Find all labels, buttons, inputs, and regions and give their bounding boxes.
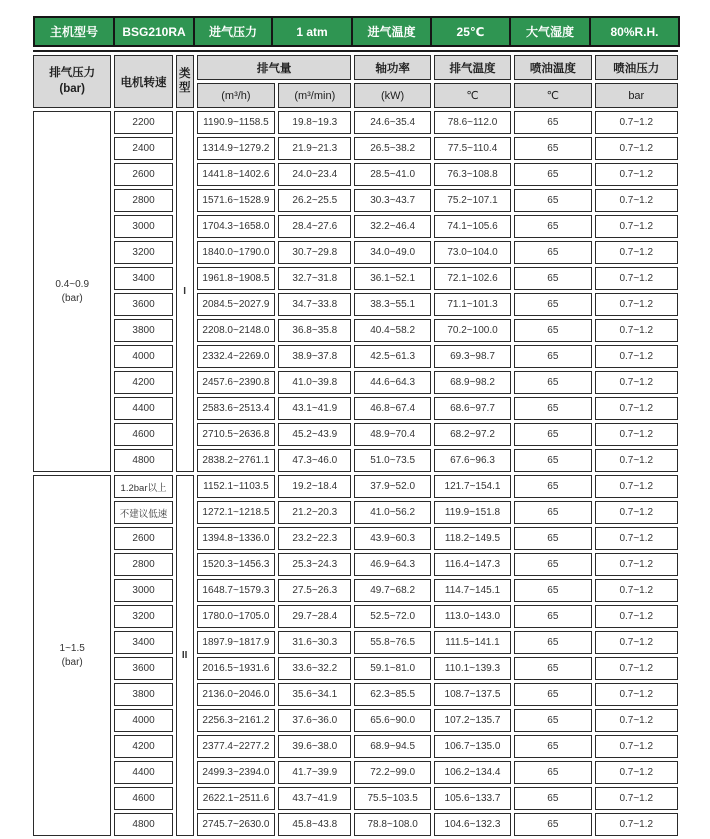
cell-shaft-power: 51.0~73.5 [354, 449, 430, 472]
cell-oil-temp: 65 [514, 449, 591, 472]
cell-capacity-m3min: 25.3~24.3 [278, 553, 351, 576]
cell-capacity-m3min: 32.7~31.8 [278, 267, 351, 290]
col-header-capacity-unit-h: (m³/h) [197, 83, 275, 108]
col-header-discharge-temp-unit: ℃ [434, 83, 511, 108]
cell-speed: 4200 [114, 371, 172, 394]
cell-discharge-temp: 68.2~97.2 [434, 423, 511, 446]
cell-capacity-m3min: 37.6~36.0 [278, 709, 351, 732]
cell-oil-temp: 65 [514, 813, 591, 836]
data-row [33, 813, 678, 836]
col-header-type [176, 55, 194, 108]
cell-discharge-temp: 104.6~132.3 [434, 813, 511, 836]
pressure-group-cell [33, 475, 111, 836]
cell-shaft-power: 40.4~58.2 [354, 319, 430, 342]
cell-oil-temp: 65 [514, 761, 591, 784]
col-header-oil-temp-unit: ℃ [514, 83, 591, 108]
data-row [33, 735, 678, 758]
data-row [33, 605, 678, 628]
data-row [33, 163, 678, 186]
cell-oil-pressure: 0.7~1.2 [595, 813, 678, 836]
cell-discharge-temp: 106.7~135.0 [434, 735, 511, 758]
top-header-cell-1: BSG210RA [114, 17, 194, 46]
cell-speed: 3200 [114, 605, 172, 628]
cell-discharge-temp: 116.4~147.3 [434, 553, 511, 576]
cell-discharge-temp: 76.3~108.8 [434, 163, 511, 186]
cell-capacity-m3h: 1780.0~1705.0 [197, 605, 275, 628]
cell-speed: 3400 [114, 631, 172, 654]
cell-shaft-power: 72.2~99.0 [354, 761, 430, 784]
cell-shaft-power: 32.2~46.4 [354, 215, 430, 238]
cell-oil-pressure: 0.7~1.2 [595, 527, 678, 550]
col-header-oil-temp: 喷油温度 [514, 55, 591, 80]
cell-speed: 3600 [114, 293, 172, 316]
cell-oil-temp: 65 [514, 735, 591, 758]
discharge-pressure-unit: (bar) [59, 82, 85, 95]
cell-oil-temp: 65 [514, 345, 591, 368]
cell-oil-temp: 65 [514, 163, 591, 186]
cell-speed: 2800 [114, 189, 172, 212]
cell-capacity-m3min: 45.8~43.8 [278, 813, 351, 836]
cell-capacity-m3h: 2745.7~2630.0 [197, 813, 275, 836]
cell-capacity-m3min: 30.7~29.8 [278, 241, 351, 264]
cell-capacity-m3min: 43.7~41.9 [278, 787, 351, 810]
type-group-cell: I [176, 111, 194, 472]
data-row [33, 293, 678, 316]
cell-oil-pressure: 0.7~1.2 [595, 735, 678, 758]
cell-oil-pressure: 0.7~1.2 [595, 241, 678, 264]
cell-capacity-m3h: 2208.0~2148.0 [197, 319, 275, 342]
cell-speed: 3000 [114, 215, 172, 238]
pressure-range: 1~1.5 [59, 643, 85, 654]
cell-oil-temp: 65 [514, 215, 591, 238]
cell-capacity-m3h: 1840.0~1790.0 [197, 241, 275, 264]
cell-capacity-m3min: 38.9~37.8 [278, 345, 351, 368]
cell-oil-pressure: 0.7~1.2 [595, 657, 678, 680]
col-header-capacity-unit-min: (m³/min) [278, 83, 351, 108]
cell-oil-pressure: 0.7~1.2 [595, 683, 678, 706]
cell-capacity-m3min: 36.8~35.8 [278, 319, 351, 342]
cell-speed: 2400 [114, 137, 172, 160]
cell-shaft-power: 26.5~38.2 [354, 137, 430, 160]
spec-table-header [33, 55, 678, 108]
cell-oil-pressure: 0.7~1.2 [595, 449, 678, 472]
cell-oil-pressure: 0.7~1.2 [595, 111, 678, 134]
cell-capacity-m3h: 2499.3~2394.0 [197, 761, 275, 784]
cell-shaft-power: 62.3~85.5 [354, 683, 430, 706]
cell-capacity-m3h: 1520.3~1456.3 [197, 553, 275, 576]
cell-oil-temp: 65 [514, 475, 591, 498]
cell-oil-temp: 65 [514, 319, 591, 342]
cell-speed: 不建议低速 [114, 501, 172, 524]
cell-shaft-power: 46.8~67.4 [354, 397, 430, 420]
cell-capacity-m3h: 2136.0~2046.0 [197, 683, 275, 706]
top-header-row [34, 17, 679, 46]
cell-capacity-m3min: 19.2~18.4 [278, 475, 351, 498]
data-row [33, 475, 678, 498]
data-row [33, 579, 678, 602]
cell-shaft-power: 24.6~35.4 [354, 111, 430, 134]
data-row [33, 137, 678, 160]
pressure-unit: (bar) [61, 292, 83, 304]
cell-capacity-m3h: 1441.8~1402.6 [197, 163, 275, 186]
cell-oil-pressure: 0.7~1.2 [595, 163, 678, 186]
cell-capacity-m3min: 47.3~46.0 [278, 449, 351, 472]
cell-shaft-power: 43.9~60.3 [354, 527, 430, 550]
cell-oil-pressure: 0.7~1.2 [595, 553, 678, 576]
cell-capacity-m3h: 1314.9~1279.2 [197, 137, 275, 160]
col-header-oil-pressure-unit: bar [595, 83, 678, 108]
cell-discharge-temp: 68.6~97.7 [434, 397, 511, 420]
cell-shaft-power: 30.3~43.7 [354, 189, 430, 212]
cell-oil-temp: 65 [514, 397, 591, 420]
cell-shaft-power: 65.6~90.0 [354, 709, 430, 732]
cell-oil-temp: 65 [514, 657, 591, 680]
data-row [33, 423, 678, 446]
cell-capacity-m3min: 35.6~34.1 [278, 683, 351, 706]
cell-shaft-power: 38.3~55.1 [354, 293, 430, 316]
type-label-char-0: 类 [178, 68, 191, 81]
cell-discharge-temp: 121.7~154.1 [434, 475, 511, 498]
cell-discharge-temp: 113.0~143.0 [434, 605, 511, 628]
col-header-shaft-power: 轴功率 [354, 55, 430, 80]
cell-discharge-temp: 70.2~100.0 [434, 319, 511, 342]
cell-shaft-power: 36.1~52.1 [354, 267, 430, 290]
cell-capacity-m3h: 2377.4~2277.2 [197, 735, 275, 758]
cell-oil-pressure: 0.7~1.2 [595, 709, 678, 732]
cell-capacity-m3h: 1190.9~1158.5 [197, 111, 275, 134]
pressure-unit: (bar) [61, 656, 83, 668]
cell-speed: 4600 [114, 787, 172, 810]
cell-speed: 3600 [114, 657, 172, 680]
top-header-cell-2: 进气压力 [194, 17, 272, 46]
data-row [33, 501, 678, 524]
cell-capacity-m3min: 23.2~22.3 [278, 527, 351, 550]
cell-oil-pressure: 0.7~1.2 [595, 293, 678, 316]
top-header-cell-0: 主机型号 [34, 17, 114, 46]
cell-oil-temp: 65 [514, 241, 591, 264]
col-header-oil-pressure: 喷油压力 [595, 55, 678, 80]
cell-speed: 4400 [114, 397, 172, 420]
data-row [33, 761, 678, 784]
cell-discharge-temp: 73.0~104.0 [434, 241, 511, 264]
cell-capacity-m3h: 1897.9~1817.9 [197, 631, 275, 654]
cell-capacity-m3h: 2332.4~2269.0 [197, 345, 275, 368]
cell-discharge-temp: 111.5~141.1 [434, 631, 511, 654]
cell-shaft-power: 34.0~49.0 [354, 241, 430, 264]
cell-shaft-power: 78.8~108.0 [354, 813, 430, 836]
type-label-char-1: 型 [178, 81, 191, 94]
cell-speed: 2600 [114, 163, 172, 186]
cell-speed: 2600 [114, 527, 172, 550]
cell-capacity-m3h: 1704.3~1658.0 [197, 215, 275, 238]
col-header-motor-speed: 电机转速 [114, 55, 172, 108]
type-group-cell: II [176, 475, 194, 836]
cell-oil-pressure: 0.7~1.2 [595, 137, 678, 160]
top-header-cell-3: 1 atm [272, 17, 352, 46]
cell-discharge-temp: 106.2~134.4 [434, 761, 511, 784]
cell-speed: 3000 [114, 579, 172, 602]
cell-oil-pressure: 0.7~1.2 [595, 423, 678, 446]
cell-oil-temp: 65 [514, 189, 591, 212]
cell-oil-temp: 65 [514, 631, 591, 654]
cell-shaft-power: 46.9~64.3 [354, 553, 430, 576]
cell-capacity-m3min: 19.8~19.3 [278, 111, 351, 134]
cell-oil-pressure: 0.7~1.2 [595, 345, 678, 368]
col-header-shaft-power-unit: (kW) [354, 83, 430, 108]
data-row [33, 553, 678, 576]
cell-speed: 4800 [114, 449, 172, 472]
cell-speed: 4400 [114, 761, 172, 784]
cell-capacity-m3h: 2622.1~2511.6 [197, 787, 275, 810]
cell-discharge-temp: 118.2~149.5 [434, 527, 511, 550]
cell-discharge-temp: 69.3~98.7 [434, 345, 511, 368]
cell-capacity-m3min: 45.2~43.9 [278, 423, 351, 446]
cell-shaft-power: 55.8~76.5 [354, 631, 430, 654]
cell-capacity-m3min: 21.9~21.3 [278, 137, 351, 160]
cell-capacity-m3h: 1961.8~1908.5 [197, 267, 275, 290]
data-row [33, 215, 678, 238]
cell-oil-pressure: 0.7~1.2 [595, 215, 678, 238]
cell-capacity-m3h: 2457.6~2390.8 [197, 371, 275, 394]
cell-shaft-power: 48.9~70.4 [354, 423, 430, 446]
data-row [33, 527, 678, 550]
cell-oil-temp: 65 [514, 137, 591, 160]
cell-oil-temp: 65 [514, 683, 591, 706]
cell-capacity-m3min: 41.0~39.8 [278, 371, 351, 394]
cell-shaft-power: 49.7~68.2 [354, 579, 430, 602]
col-header-capacity-group: 排气量 [197, 55, 352, 80]
col-header-discharge-pressure [33, 55, 111, 108]
top-header-cell-5: 25℃ [431, 17, 510, 46]
cell-shaft-power: 37.9~52.0 [354, 475, 430, 498]
cell-capacity-m3min: 24.0~23.4 [278, 163, 351, 186]
top-header-cell-4: 进气温度 [352, 17, 431, 46]
cell-oil-temp: 65 [514, 371, 591, 394]
data-row [33, 111, 678, 134]
spec-table [30, 52, 681, 839]
cell-oil-temp: 65 [514, 709, 591, 732]
cell-capacity-m3h: 1394.8~1336.0 [197, 527, 275, 550]
cell-capacity-m3h: 2838.2~2761.1 [197, 449, 275, 472]
cell-capacity-m3min: 21.2~20.3 [278, 501, 351, 524]
cell-oil-pressure: 0.7~1.2 [595, 761, 678, 784]
cell-shaft-power: 52.5~72.0 [354, 605, 430, 628]
cell-shaft-power: 44.6~64.3 [354, 371, 430, 394]
data-row [33, 657, 678, 680]
data-row [33, 319, 678, 342]
cell-discharge-temp: 110.1~139.3 [434, 657, 511, 680]
cell-speed: 4000 [114, 709, 172, 732]
pressure-group-cell [33, 111, 111, 472]
cell-discharge-temp: 72.1~102.6 [434, 267, 511, 290]
cell-oil-pressure: 0.7~1.2 [595, 397, 678, 420]
cell-discharge-temp: 74.1~105.6 [434, 215, 511, 238]
cell-oil-pressure: 0.7~1.2 [595, 579, 678, 602]
cell-oil-temp: 65 [514, 423, 591, 446]
cell-oil-pressure: 0.7~1.2 [595, 189, 678, 212]
cell-capacity-m3min: 29.7~28.4 [278, 605, 351, 628]
cell-capacity-m3h: 2710.5~2636.8 [197, 423, 275, 446]
cell-capacity-m3min: 28.4~27.6 [278, 215, 351, 238]
cell-shaft-power: 28.5~41.0 [354, 163, 430, 186]
pressure-range: 0.4~0.9 [55, 279, 90, 290]
cell-speed: 2800 [114, 553, 172, 576]
cell-speed: 4000 [114, 345, 172, 368]
top-header-cell-6: 大气湿度 [510, 17, 590, 46]
cell-shaft-power: 75.5~103.5 [354, 787, 430, 810]
cell-discharge-temp: 68.9~98.2 [434, 371, 511, 394]
top-header-cell-7: 80%R.H. [590, 17, 679, 46]
top-header-table [33, 16, 680, 47]
cell-speed: 4800 [114, 813, 172, 836]
cell-speed: 4200 [114, 735, 172, 758]
cell-discharge-temp: 114.7~145.1 [434, 579, 511, 602]
data-row [33, 709, 678, 732]
cell-capacity-m3h: 2583.6~2513.4 [197, 397, 275, 420]
cell-capacity-m3h: 1571.6~1528.9 [197, 189, 275, 212]
cell-capacity-m3min: 39.6~38.0 [278, 735, 351, 758]
cell-capacity-m3h: 2256.3~2161.2 [197, 709, 275, 732]
cell-oil-temp: 65 [514, 501, 591, 524]
cell-capacity-m3h: 1648.7~1579.3 [197, 579, 275, 602]
cell-oil-temp: 65 [514, 293, 591, 316]
cell-oil-temp: 65 [514, 267, 591, 290]
cell-speed: 3400 [114, 267, 172, 290]
cell-oil-temp: 65 [514, 111, 591, 134]
cell-oil-pressure: 0.7~1.2 [595, 475, 678, 498]
cell-capacity-m3min: 43.1~41.9 [278, 397, 351, 420]
cell-discharge-temp: 75.2~107.1 [434, 189, 511, 212]
data-row [33, 345, 678, 368]
cell-speed: 2200 [114, 111, 172, 134]
header-row-groups [33, 55, 678, 80]
cell-discharge-temp: 107.2~135.7 [434, 709, 511, 732]
data-row [33, 683, 678, 706]
cell-oil-temp: 65 [514, 605, 591, 628]
cell-discharge-temp: 105.6~133.7 [434, 787, 511, 810]
cell-oil-pressure: 0.7~1.2 [595, 501, 678, 524]
cell-discharge-temp: 78.6~112.0 [434, 111, 511, 134]
discharge-pressure-label: 排气压力 [49, 66, 96, 79]
cell-oil-temp: 65 [514, 527, 591, 550]
cell-capacity-m3h: 2084.5~2027.9 [197, 293, 275, 316]
data-row [33, 397, 678, 420]
cell-capacity-m3min: 34.7~33.8 [278, 293, 351, 316]
cell-shaft-power: 42.5~61.3 [354, 345, 430, 368]
cell-shaft-power: 68.9~94.5 [354, 735, 430, 758]
data-row [33, 449, 678, 472]
cell-oil-temp: 65 [514, 553, 591, 576]
data-row [33, 787, 678, 810]
col-header-discharge-temp: 排气温度 [434, 55, 511, 80]
cell-capacity-m3min: 33.6~32.2 [278, 657, 351, 680]
cell-oil-pressure: 0.7~1.2 [595, 631, 678, 654]
cell-capacity-m3min: 31.6~30.3 [278, 631, 351, 654]
cell-discharge-temp: 67.6~96.3 [434, 449, 511, 472]
cell-oil-pressure: 0.7~1.2 [595, 605, 678, 628]
cell-oil-temp: 65 [514, 579, 591, 602]
cell-capacity-m3min: 27.5~26.3 [278, 579, 351, 602]
cell-discharge-temp: 77.5~110.4 [434, 137, 511, 160]
data-row [33, 241, 678, 264]
data-row [33, 371, 678, 394]
data-row [33, 267, 678, 290]
cell-shaft-power: 41.0~56.2 [354, 501, 430, 524]
cell-shaft-power: 59.1~81.0 [354, 657, 430, 680]
cell-oil-pressure: 0.7~1.2 [595, 267, 678, 290]
cell-speed: 3200 [114, 241, 172, 264]
cell-oil-temp: 65 [514, 787, 591, 810]
spec-table-body [33, 111, 678, 836]
cell-capacity-m3min: 26.2~25.5 [278, 189, 351, 212]
cell-capacity-m3h: 2016.5~1931.6 [197, 657, 275, 680]
cell-speed: 3800 [114, 319, 172, 342]
cell-discharge-temp: 119.9~151.8 [434, 501, 511, 524]
cell-capacity-m3h: 1272.1~1218.5 [197, 501, 275, 524]
cell-oil-pressure: 0.7~1.2 [595, 319, 678, 342]
cell-oil-pressure: 0.7~1.2 [595, 787, 678, 810]
cell-discharge-temp: 108.7~137.5 [434, 683, 511, 706]
cell-speed: 3800 [114, 683, 172, 706]
data-row [33, 189, 678, 212]
cell-capacity-m3min: 41.7~39.9 [278, 761, 351, 784]
data-row [33, 631, 678, 654]
cell-oil-pressure: 0.7~1.2 [595, 371, 678, 394]
cell-discharge-temp: 71.1~101.3 [434, 293, 511, 316]
cell-capacity-m3h: 1152.1~1103.5 [197, 475, 275, 498]
cell-speed: 4600 [114, 423, 172, 446]
cell-speed: 1.2bar以上 [114, 475, 172, 498]
